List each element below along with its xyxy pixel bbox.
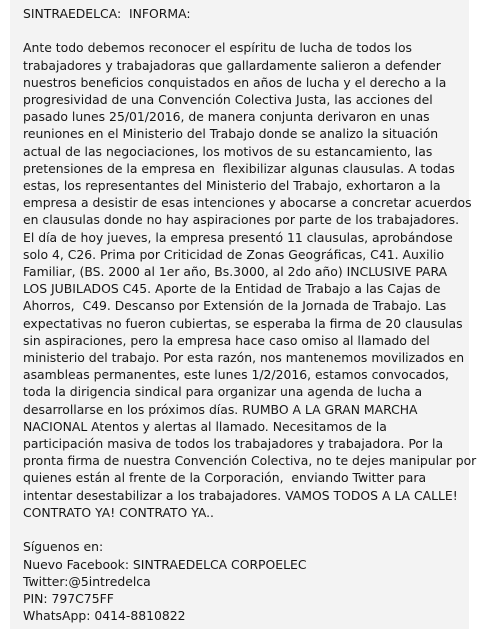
message-line: participación masiva de todos los trabajadores y trabajadora. Por la — [23, 436, 444, 452]
message-line: Familiar, (BS. 2000 al 1er año, Bs.3000, al 2do año) INCLUSIVE PARA — [23, 264, 448, 280]
message-line: asambleas permanentes, este lunes 1/2/2016, estamos convocados, — [23, 367, 449, 383]
message-line: PIN: 797C75FF — [23, 590, 114, 606]
message-line: WhatsApp: 0414-8810822 — [23, 608, 186, 624]
message-line: estas, los representantes del Ministerio del Trabajo, exhortaron a la — [23, 178, 441, 194]
message-line: ministerio del trabajo. Por esta razón, nos mantenemos movilizados en — [23, 350, 465, 366]
message-line: quienes están al frente de la Corporación, enviando Twitter para — [23, 470, 427, 486]
message-line: El día de hoy jueves, la empresa presentó 11 clausulas, aprobándose — [23, 229, 453, 245]
message-line: progresividad de una Convención Colectiva Justa, las acciones del — [23, 92, 433, 108]
message-line: Twitter:@5intredelca — [23, 573, 151, 589]
message-line: Ahorros, C49. Descanso por Extensión de la Jornada de Trabajo. Las — [23, 298, 447, 314]
message-line: Ante todo debemos reconocer el espíritu de lucha de todos los — [23, 40, 413, 56]
message-line: pasado lunes 25/01/2016, de manera conjunta derivaron en unas — [23, 109, 430, 125]
message-line: empresa a desistir de esas intenciones y abocarse a concretar acuerdos — [23, 195, 472, 211]
message-line: LOS JUBILADOS C45. Aporte de la Entidad de Trabajo a las Cajas de — [23, 281, 441, 297]
message-line: expectativas no fueron cubiertas, se esperaba la firma de 20 clausulas — [23, 315, 463, 331]
message-line: CONTRATO YA! CONTRATO YA.. — [23, 504, 214, 520]
message-line: desarrollarse en los próximos días. RUMBO A LA GRAN MARCHA — [23, 401, 418, 417]
message-line: NACIONAL Atentos y alertas al llamado. Necesitamos de la — [23, 418, 387, 434]
message-line: Síguenos en: — [23, 539, 104, 555]
message-line: Nuevo Facebook: SINTRAEDELCA CORPOELEC — [23, 556, 307, 572]
message-line: sin aspiraciones, pero la empresa hace caso omiso al llamado del — [23, 332, 430, 348]
message-line: actual de las negociaciones, los motivos de su estancamiento, las — [23, 143, 433, 159]
message-line: trabajadores y trabajadoras que gallardamente salieron a defender — [23, 57, 441, 73]
message-line: pronta firma de nuestra Convención Colectiva, no te dejes manipular por — [23, 453, 477, 469]
message-line: solo 4, C26. Prima por Criticidad de Zonas Geográficas, C41. Auxilio — [23, 246, 445, 262]
message-line: pretensiones de la empresa en flexibilizar algunas clausulas. A todas — [23, 160, 455, 176]
message-line: toda la dirigencia sindical para organizar una agenda de lucha a — [23, 384, 423, 400]
message-line: nuestros beneficios conquistados en años de lucha y el derecho a la — [23, 74, 447, 90]
message-line: intentar desestabilizar a los trabajadores. VAMOS TODOS A LA CALLE! — [23, 487, 458, 503]
message-line: en clausulas donde no hay aspiraciones por parte de los trabajadores. — [23, 212, 460, 228]
message-text — [23, 5, 477, 624]
message-line: SINTRAEDELCA: INFORMA: — [23, 6, 191, 21]
message-line: reuniones en el Ministerio del Trabajo donde se analizo la situación — [23, 126, 439, 142]
